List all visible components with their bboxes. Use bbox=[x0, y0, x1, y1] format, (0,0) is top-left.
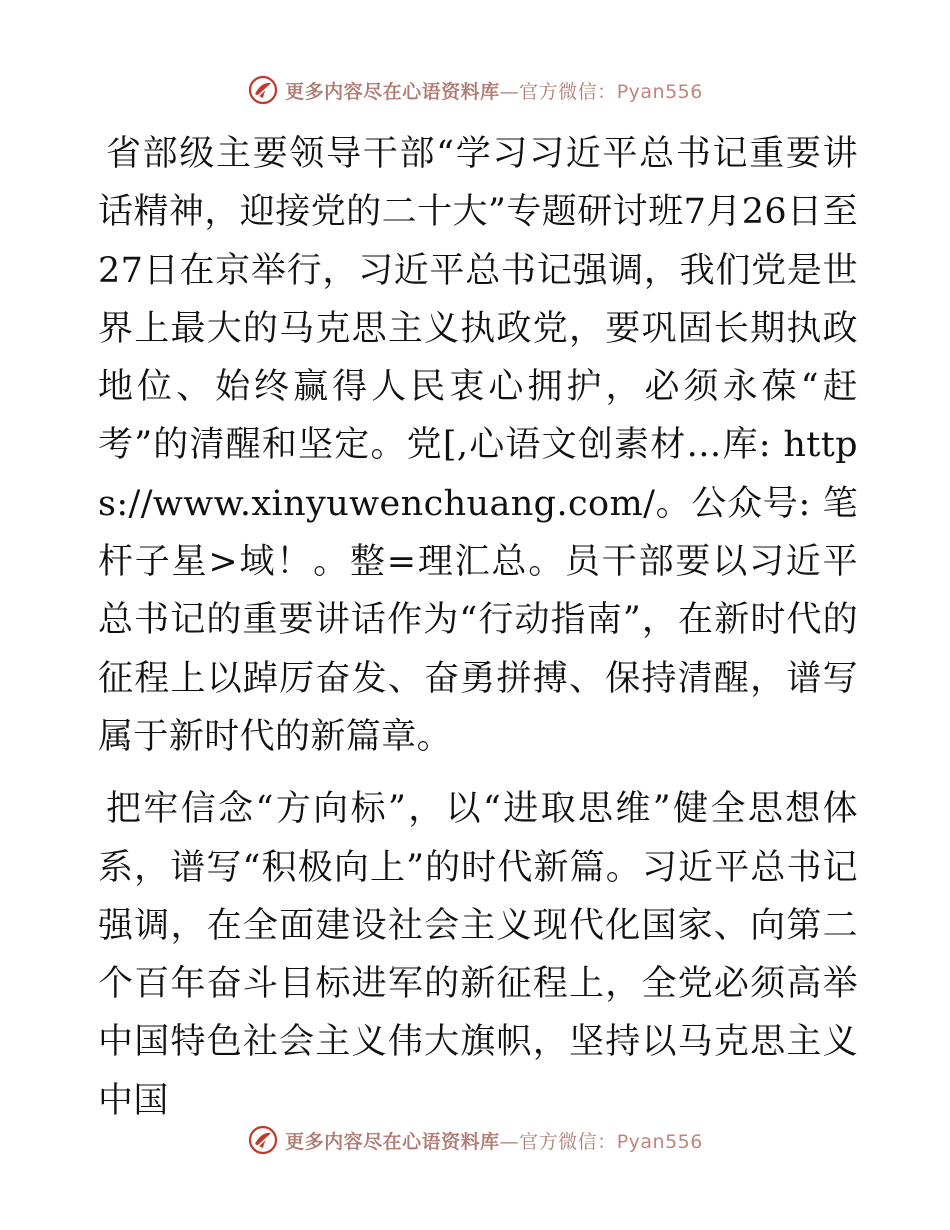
banner-wechat-label: 官方微信： bbox=[519, 1130, 617, 1153]
banner-text bbox=[285, 77, 703, 104]
banner-text bbox=[285, 1127, 703, 1154]
banner-wechat-label: 官方微信： bbox=[519, 80, 617, 103]
banner-main-text: 更多内容尽在心语资料库 bbox=[285, 1130, 500, 1153]
xinyu-logo-icon bbox=[247, 1124, 279, 1156]
banner-separator: — bbox=[499, 1130, 520, 1153]
xinyu-logo-icon bbox=[247, 74, 279, 106]
paragraph-1: 省部级主要领导干部“学习习近平总书记重要讲话精神，迎接党的二十大”专题研讨班7月26日至27日在京举行，习近平总书记强调，我们党是世界上最大的马克思主义执政党，要巩固长期执政地位、始终赢得人民衷心拥护，必须永葆“赶考”的清醒和坚定。党[,心语文创素材…库: https://www.xinyuwenchuang.com/。公众号: 笔杆子星>域！。整=理汇总。员干部要以习近平总书记的重要讲话作为“行动指南”，在新时代的征程上以踔厉奋发、奋勇拼搏、保持清醒，谱写属于新时代的新篇章。 bbox=[98, 134, 858, 757]
paragraph-2: 把牢信念“方向标”，以“进取思维”健全思想体系，谱写“积极向上”的时代新篇。习近平总书记强调，在全面建设社会主义现代化国家、向第二个百年奋斗目标进军的新征程上，全党必须高举中国特色社会主义伟大旗帜，坚持以马克思主义中国 bbox=[98, 789, 858, 1121]
footer-banner bbox=[0, 1120, 950, 1160]
banner-separator: — bbox=[499, 80, 520, 103]
document-body bbox=[98, 125, 858, 1130]
header-banner bbox=[0, 70, 950, 110]
banner-wechat-id: Pyan556 bbox=[616, 1130, 703, 1153]
banner-wechat-id: Pyan556 bbox=[616, 80, 703, 103]
banner-main-text: 更多内容尽在心语资料库 bbox=[285, 80, 500, 103]
